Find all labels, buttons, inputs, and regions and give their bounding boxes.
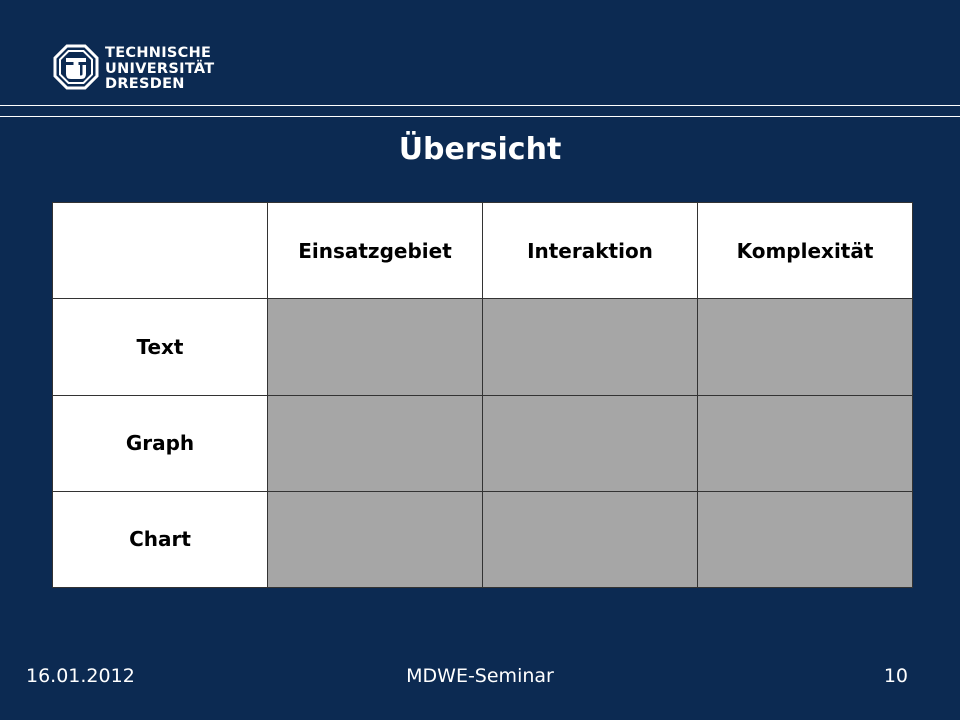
footer-event: MDWE-Seminar <box>406 665 554 687</box>
table-cell <box>483 395 698 491</box>
table-cell <box>268 299 483 395</box>
row-label-graph: Graph <box>53 395 268 491</box>
table-row <box>53 299 913 395</box>
row-label-text: Text <box>53 299 268 395</box>
table-row <box>53 491 913 587</box>
table-row <box>53 395 913 491</box>
table-cell <box>483 491 698 587</box>
table-cell <box>698 491 913 587</box>
table-cell <box>698 395 913 491</box>
logo-line-1: TECHNISCHE <box>105 45 212 61</box>
footer-page-number: 10 <box>883 665 908 687</box>
table-header-row <box>53 203 913 299</box>
logo-wordmark <box>105 46 215 93</box>
table-cell <box>268 491 483 587</box>
table-corner-cell <box>53 203 268 299</box>
header-divider-top <box>0 105 960 106</box>
row-label-chart: Chart <box>53 491 268 587</box>
column-header-einsatzgebiet: Einsatzgebiet <box>268 203 483 299</box>
university-logo <box>53 44 223 96</box>
logo-line-3: DRESDEN <box>105 76 185 92</box>
overview-table <box>52 202 913 588</box>
table-cell <box>698 299 913 395</box>
logo-line-2: UNIVERSITÄT <box>105 60 215 77</box>
slide-title: Übersicht <box>398 132 562 167</box>
column-header-interaktion: Interaktion <box>483 203 698 299</box>
footer-date: 16.01.2012 <box>26 665 135 687</box>
table-cell <box>268 395 483 491</box>
table-cell <box>483 299 698 395</box>
tu-dresden-emblem-icon <box>53 44 99 90</box>
column-header-komplexitaet: Komplexität <box>698 203 913 299</box>
header-divider-bottom <box>0 116 960 117</box>
